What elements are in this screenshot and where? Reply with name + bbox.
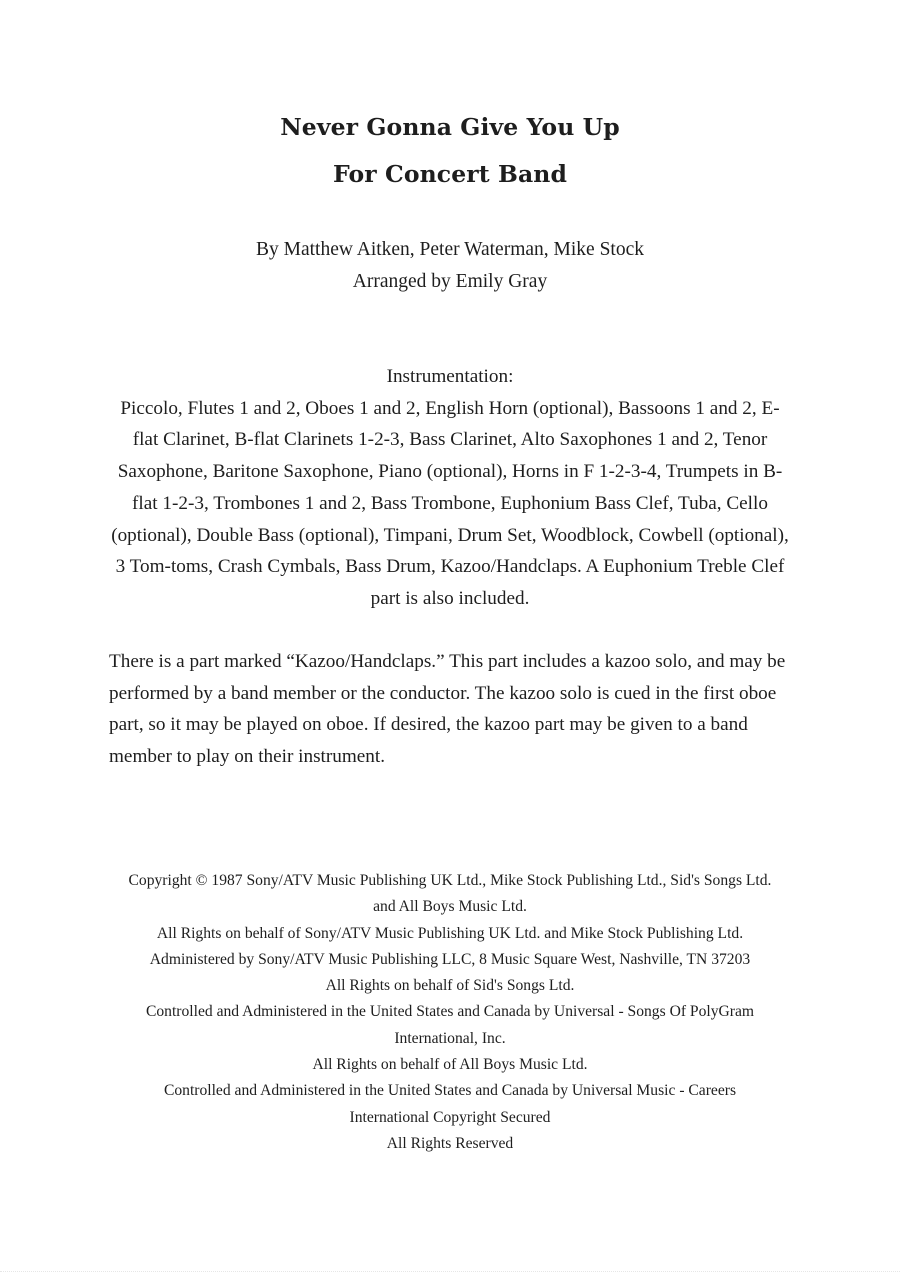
copyright-line: Controlled and Administered in the United States and Canada by Universal - Songs Of PolyGram [145,1003,755,1021]
instrumentation-heading: Instrumentation: [386,366,514,387]
copyright-line: Controlled and Administered in the United States and Canada by Universal Music - Careers [163,1082,737,1100]
ensemble-subtitle: For Concert Band [333,160,567,188]
copyright-notice [100,868,800,1157]
copyright-line: Administered by Sony/ATV Music Publishing LLC, 8 Music Square West, Nashville, TN 37203 [149,950,751,968]
page-bottom-divider [0,1271,900,1272]
credits-block [0,234,900,298]
kazoo-performance-note: There is a part marked “Kazoo/Handclaps.” This part includes a kazoo solo, and may be performed by a band member or the conductor. The kazoo solo is cued in the first oboe part, so it may be played on oboe. If desired, the kazoo part may be given to a band member to play on their instrument. [109,651,786,768]
song-title: Never Gonna Give You Up [280,113,620,141]
copyright-line: International Copyright Secured [349,1108,551,1126]
instrumentation-list: Piccolo, Flutes 1 and 2, Oboes 1 and 2, English Horn (optional), Bassoons 1 and 2, E-flat Clarinet, B-flat Clarinets 1-2-3, Bass Clarinet, Alto Saxophones 1 and 2, Tenor Saxophone, Baritone Saxophone, Piano (optional), Horns in F 1-2-3-4, Trumpets in B-flat 1-2-3, Trombones 1 and 2, Bass Trombone, Euphonium Bass Clef, Tuba, Cello (optional), Double Bass (optional), Timpani, Drum Set, Woodblock, Cowbell (optional), 3 Tom-toms, Crash Cymbals, Bass Drum, Kazoo/Handclaps. A Euphonium Treble Clef part is also included. [111,397,789,609]
copyright-line: All Rights Reserved [386,1134,514,1152]
copyright-line: and All Boys Music Ltd. [373,898,527,916]
copyright-line: All Rights on behalf of All Boys Music Ltd. [312,1056,588,1074]
instrumentation-block [109,361,791,615]
arranger-credit: Arranged by Emily Gray [352,271,548,292]
copyright-line: International, Inc. [394,1029,506,1047]
copyright-line: All Rights on behalf of Sony/ATV Music Publishing UK Ltd. and Mike Stock Publishing Ltd. [156,924,744,942]
copyright-line: Copyright © 1987 Sony/ATV Music Publishing UK Ltd., Mike Stock Publishing Ltd., Sid's Songs Ltd. [128,872,772,889]
composers-credit: By Matthew Aitken, Peter Waterman, Mike Stock [255,239,644,260]
copyright-line: All Rights on behalf of Sid's Songs Ltd. [325,977,575,995]
